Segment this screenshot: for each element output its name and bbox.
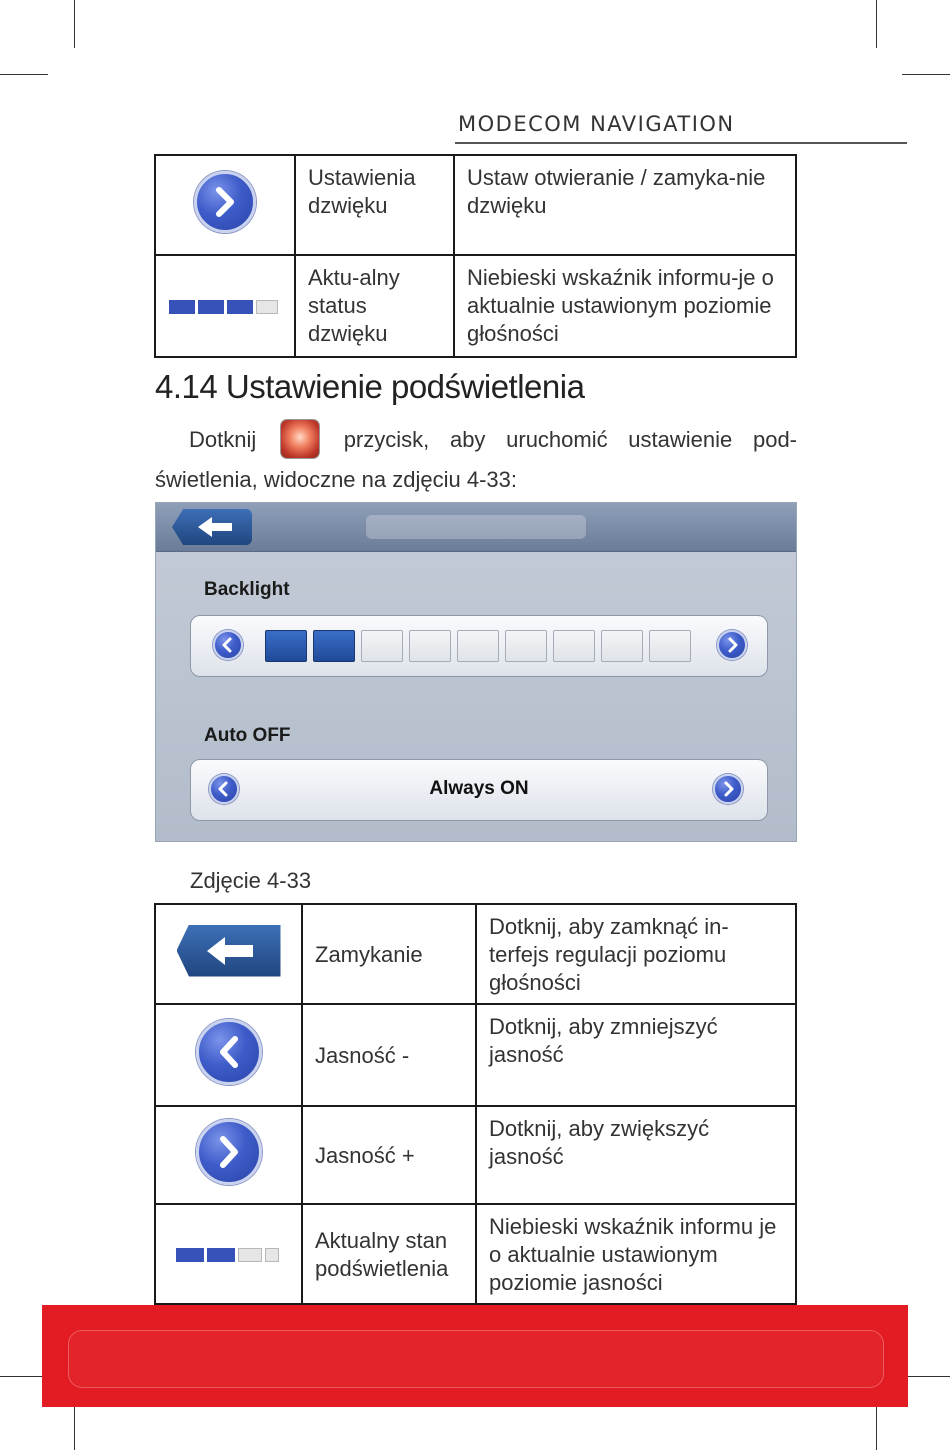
table-row <box>155 904 796 1004</box>
table-cell-name: Zamykanie <box>302 904 476 1004</box>
crop-mark <box>902 74 950 75</box>
table-cell-desc: Niebieski wskaźnik informu je o aktualnie ustawionym poziomie jasności <box>476 1204 796 1304</box>
backlight-level-block <box>457 630 499 662</box>
crop-mark <box>876 0 877 48</box>
section-title: 4.14 Ustawienie podświetlenia <box>155 368 585 405</box>
crop-mark <box>0 1376 48 1377</box>
backlight-level-block <box>601 630 643 662</box>
backlight-increase-button[interactable] <box>717 630 747 660</box>
table-cell-desc: Ustaw otwieranie / zamyka-nie dzwięku <box>454 155 796 255</box>
backlight-level-block <box>361 630 403 662</box>
back-button[interactable] <box>172 509 252 545</box>
section-paragraph <box>155 420 797 500</box>
table-cell-desc: Dotknij, aby zwiększyć jasność <box>476 1106 796 1204</box>
backlight-screenshot <box>155 502 797 842</box>
chevron-left-icon <box>196 1019 262 1085</box>
backlight-decrease-button[interactable] <box>213 630 243 660</box>
backlight-level-block <box>409 630 451 662</box>
backlight-level-block <box>505 630 547 662</box>
brand-header: MODECOM NAVIGATION <box>458 112 735 136</box>
backlight-level-block <box>265 630 307 662</box>
back-arrow-icon <box>172 509 252 545</box>
table-row <box>155 155 796 255</box>
crop-mark <box>0 74 48 75</box>
table-row <box>155 1204 796 1304</box>
table-cell-name: Jasność - <box>302 1004 476 1106</box>
backlight-label: Backlight <box>204 579 290 600</box>
header-rule <box>455 142 907 144</box>
crop-mark <box>74 0 75 48</box>
crop-mark <box>876 1402 877 1450</box>
table-cell-name: Aktualny stan podświetlenia <box>302 1204 476 1304</box>
chevron-right-icon <box>194 171 256 233</box>
paragraph-text-before: Dotknij <box>189 427 257 452</box>
table-row <box>155 255 796 357</box>
autooff-value: Always ON <box>429 778 529 799</box>
autooff-label: Auto OFF <box>204 725 291 746</box>
paragraph-text-after: przycisk, aby uruchomić ustawienie pod-świetlenia, widoczne na zdjęciu 4-33: <box>155 427 797 493</box>
autooff-next-button[interactable] <box>713 774 743 804</box>
table-cell-name: Aktu-alny status dzwięku <box>295 255 454 357</box>
table-cell-name: Jasność + <box>302 1106 476 1204</box>
screenshot-title <box>366 515 586 539</box>
table-row <box>155 1004 796 1106</box>
backlight-level-indicator-icon <box>176 1241 282 1266</box>
table-cell-desc: Dotknij, aby zamknąć in-terfejs regulacji poziomu głośności <box>476 904 796 1004</box>
crop-mark <box>902 1376 950 1377</box>
back-arrow-icon <box>177 925 281 977</box>
backlight-level-block <box>553 630 595 662</box>
screenshot-title-bar <box>156 503 796 552</box>
autooff-control <box>190 759 768 821</box>
table-cell-desc: Dotknij, aby zmniejszyć jasność <box>476 1004 796 1106</box>
backlight-level-block <box>313 630 355 662</box>
chevron-right-icon <box>196 1119 262 1185</box>
backlight-settings-icon <box>281 420 319 458</box>
sound-table <box>154 154 797 358</box>
footer-inner-panel <box>68 1330 884 1388</box>
table-cell-name: Ustawienia dzwięku <box>295 155 454 255</box>
table-row <box>155 1106 796 1204</box>
table-cell-desc: Niebieski wskaźnik informu-je o aktualnie ustawionym poziomie głośności <box>454 255 796 357</box>
crop-mark <box>74 1402 75 1450</box>
backlight-table <box>154 903 797 1305</box>
backlight-control <box>190 615 768 677</box>
figure-caption: Zdjęcie 4-33 <box>190 868 312 893</box>
volume-level-indicator-icon <box>169 293 281 318</box>
backlight-level-block <box>649 630 691 662</box>
